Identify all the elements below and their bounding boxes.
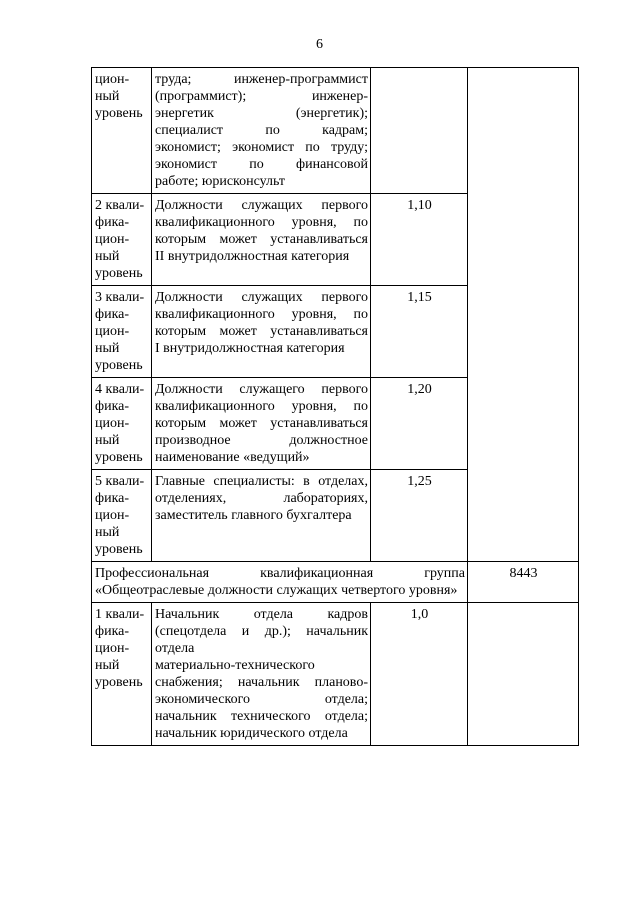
description-cell (152, 603, 371, 746)
description-cell (152, 470, 371, 562)
description-line: экономического отдела; (155, 692, 368, 707)
description-line: которым может устанавливаться (155, 324, 368, 339)
description-line: Начальник отдела кадров (155, 607, 368, 622)
coefficient-cell (371, 68, 468, 194)
salary-cell (468, 68, 579, 562)
description-line: материально-технического (155, 658, 315, 673)
description-cell (152, 378, 371, 470)
group-header-row (92, 562, 579, 603)
level-cell: цион- ный уровень (92, 68, 152, 194)
level-cell: 4 квали- фика- цион- ный уровень (92, 378, 152, 470)
coefficient-cell: 1,25 (371, 470, 468, 562)
level-cell: 3 квали- фика- цион- ный уровень (92, 286, 152, 378)
coefficient-cell: 1,10 (371, 194, 468, 286)
description-line: которым может устанавливаться (155, 416, 368, 431)
description-line: отдела (155, 641, 195, 656)
group-title-cell: Профессиональная квалификационная группа «Общеотраслевые должности служащих четвертого уровня» (92, 562, 468, 603)
description-cell (152, 194, 371, 286)
description-line: специалист по кадрам; (155, 123, 368, 138)
qualification-table (91, 67, 579, 746)
salary-cell: 8443 (468, 562, 579, 603)
description-line: начальник технического отдела; (155, 709, 368, 724)
description-line: (программист); инженер- (155, 89, 368, 104)
description-cell (152, 68, 371, 194)
description-line: Должности служащих первого (155, 198, 368, 213)
description-line: Должности служащих первого (155, 290, 368, 305)
description-line: экономист по финансовой (155, 157, 368, 172)
description-line: (спецотдела и др.); начальник (155, 624, 368, 639)
level-cell: 2 квали- фика- цион- ный уровень (92, 194, 152, 286)
description-line: Главные специалисты: в отделах, (155, 474, 368, 489)
description-cell (152, 286, 371, 378)
description-line: квалификационного уровня, по (155, 399, 368, 414)
level-cell: 5 квали- фика- цион- ный уровень (92, 470, 152, 562)
description-line: отделениях, лабораториях, (155, 491, 368, 506)
description-line: заместитель главного бухгалтера (155, 508, 352, 523)
description-line: квалификационного уровня, по (155, 215, 368, 230)
description-line: труда; инженер-программист (155, 72, 368, 87)
description-line: Должности служащего первого (155, 382, 368, 397)
coefficient-cell: 1,20 (371, 378, 468, 470)
table-row (92, 68, 579, 194)
description-line: производное должностное (155, 433, 368, 448)
level-cell: 1 квали- фика- цион- ный уровень (92, 603, 152, 746)
description-line: энергетик (энергетик); (155, 106, 368, 121)
description-line: наименование «ведущий» (155, 450, 310, 465)
description-line: начальник юридического отдела (155, 726, 348, 741)
description-line: II внутридолжностная категория (155, 249, 350, 264)
description-line: квалификационного уровня, по (155, 307, 368, 322)
description-line: которым может устанавливаться (155, 232, 368, 247)
description-line: I внутридолжностная категория (155, 341, 345, 356)
coefficient-cell: 1,15 (371, 286, 468, 378)
salary-cell (468, 603, 579, 746)
page-number: 6 (316, 37, 323, 52)
description-line: экономист; экономист по труду; (155, 140, 368, 155)
coefficient-cell: 1,0 (371, 603, 468, 746)
table-row (92, 603, 579, 746)
description-line: работе; юрисконсульт (155, 174, 285, 189)
description-line: снабжения; начальник планово- (155, 675, 368, 690)
